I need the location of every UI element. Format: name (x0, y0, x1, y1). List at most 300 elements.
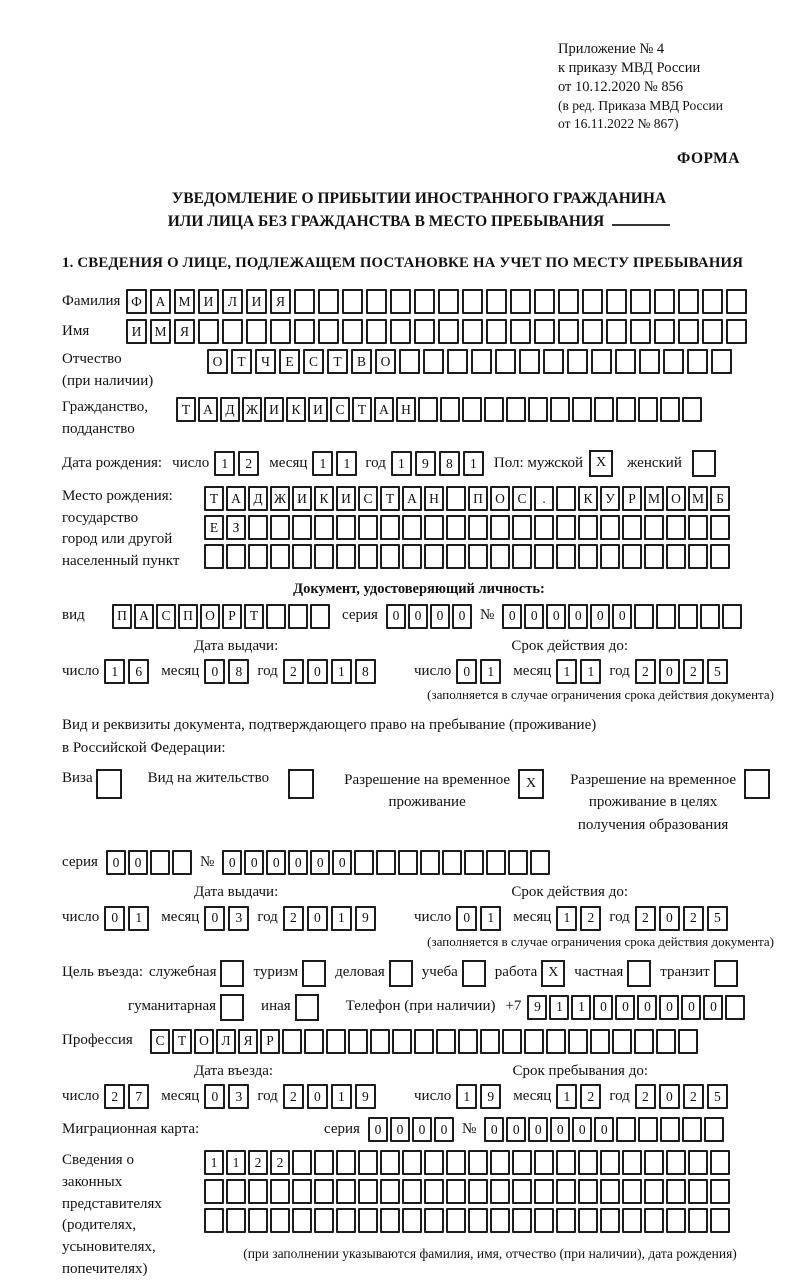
form-cell[interactable] (418, 397, 438, 422)
form-cell[interactable]: 0 (434, 1117, 454, 1142)
form-cell[interactable]: 3 (228, 1084, 249, 1109)
form-cell[interactable] (638, 1117, 658, 1142)
form-cell[interactable] (414, 319, 435, 344)
form-cell[interactable]: Т (327, 349, 348, 374)
form-cell[interactable] (462, 289, 483, 314)
form-cell[interactable]: 3 (228, 906, 249, 931)
form-cell[interactable]: 0 (594, 1117, 614, 1142)
form-cell[interactable] (512, 515, 532, 540)
form-cell[interactable] (348, 1029, 368, 1054)
form-cell[interactable] (534, 1179, 554, 1204)
form-cell[interactable] (446, 486, 466, 511)
form-cell[interactable]: 0 (456, 906, 477, 931)
form-cell[interactable] (600, 515, 620, 540)
form-cell[interactable] (424, 515, 444, 540)
form-cell[interactable] (402, 515, 422, 540)
form-cell[interactable] (688, 544, 708, 569)
sex-female-checkbox[interactable] (692, 450, 716, 477)
form-cell[interactable] (666, 1208, 686, 1233)
form-cell[interactable]: 0 (368, 1117, 388, 1142)
form-cell[interactable] (370, 1029, 390, 1054)
form-cell[interactable] (336, 515, 356, 540)
form-cell[interactable]: 2 (238, 451, 259, 476)
form-cell[interactable]: 0 (546, 604, 566, 629)
form-cell[interactable]: 1 (456, 1084, 477, 1109)
form-cell[interactable]: С (512, 486, 532, 511)
form-cell[interactable] (402, 1208, 422, 1233)
form-cell[interactable] (508, 850, 528, 875)
form-cell[interactable] (726, 319, 747, 344)
purpose-private-checkbox[interactable] (627, 960, 651, 987)
form-cell[interactable] (288, 604, 308, 629)
form-cell[interactable] (424, 1150, 444, 1175)
form-cell[interactable]: Ж (270, 486, 290, 511)
form-cell[interactable]: 1 (580, 659, 601, 684)
temp-residence-edu-checkbox[interactable] (744, 769, 770, 799)
form-cell[interactable] (314, 544, 334, 569)
form-cell[interactable]: 0 (659, 659, 680, 684)
form-cell[interactable]: Е (204, 515, 224, 540)
form-cell[interactable] (512, 1208, 532, 1233)
form-cell[interactable]: 0 (204, 906, 225, 931)
form-cell[interactable] (512, 1179, 532, 1204)
form-cell[interactable] (392, 1029, 412, 1054)
form-cell[interactable]: 8 (439, 451, 460, 476)
form-cell[interactable] (270, 515, 290, 540)
purpose-tourism-checkbox[interactable] (302, 960, 326, 987)
form-cell[interactable] (423, 349, 444, 374)
form-cell[interactable] (534, 319, 555, 344)
form-cell[interactable]: О (666, 486, 686, 511)
form-cell[interactable] (582, 319, 603, 344)
form-cell[interactable] (556, 1208, 576, 1233)
form-cell[interactable]: М (644, 486, 664, 511)
form-cell[interactable] (438, 319, 459, 344)
form-cell[interactable] (399, 349, 420, 374)
form-cell[interactable] (380, 1150, 400, 1175)
form-cell[interactable] (606, 319, 627, 344)
form-cell[interactable] (172, 850, 192, 875)
form-cell[interactable] (550, 397, 570, 422)
form-cell[interactable]: Р (260, 1029, 280, 1054)
form-cell[interactable]: 9 (480, 1084, 501, 1109)
form-cell[interactable]: 1 (556, 906, 577, 931)
form-cell[interactable] (616, 1117, 636, 1142)
form-cell[interactable] (591, 349, 612, 374)
form-cell[interactable] (572, 397, 592, 422)
form-cell[interactable]: 0 (637, 995, 657, 1020)
form-cell[interactable] (556, 1179, 576, 1204)
form-cell[interactable]: 0 (332, 850, 352, 875)
form-cell[interactable]: 9 (355, 1084, 376, 1109)
form-cell[interactable] (380, 515, 400, 540)
form-cell[interactable] (424, 544, 444, 569)
form-cell[interactable]: Т (244, 604, 264, 629)
form-cell[interactable] (710, 1150, 730, 1175)
form-cell[interactable] (150, 850, 170, 875)
form-cell[interactable]: 0 (506, 1117, 526, 1142)
form-cell[interactable]: Т (380, 486, 400, 511)
form-cell[interactable]: 0 (390, 1117, 410, 1142)
form-cell[interactable]: П (112, 604, 132, 629)
form-cell[interactable]: Ч (255, 349, 276, 374)
form-cell[interactable] (402, 1179, 422, 1204)
form-cell[interactable]: 1 (226, 1150, 246, 1175)
purpose-work-checkbox[interactable]: X (541, 960, 565, 987)
form-cell[interactable]: 2 (270, 1150, 290, 1175)
form-cell[interactable] (486, 850, 506, 875)
form-cell[interactable] (534, 515, 554, 540)
visa-checkbox[interactable] (96, 769, 122, 799)
form-cell[interactable] (524, 1029, 544, 1054)
form-cell[interactable]: П (178, 604, 198, 629)
form-cell[interactable] (446, 1208, 466, 1233)
form-cell[interactable]: М (150, 319, 171, 344)
form-cell[interactable] (292, 1179, 312, 1204)
form-cell[interactable]: 2 (635, 906, 656, 931)
form-cell[interactable] (204, 544, 224, 569)
form-cell[interactable] (458, 1029, 478, 1054)
form-cell[interactable]: К (286, 397, 306, 422)
form-cell[interactable]: 0 (307, 906, 328, 931)
form-cell[interactable]: 0 (550, 1117, 570, 1142)
sex-male-checkbox[interactable]: X (589, 450, 613, 477)
form-cell[interactable] (326, 1029, 346, 1054)
form-cell[interactable] (490, 1208, 510, 1233)
form-cell[interactable]: 1 (556, 1084, 577, 1109)
form-cell[interactable]: С (156, 604, 176, 629)
form-cell[interactable] (606, 289, 627, 314)
form-cell[interactable]: 9 (415, 451, 436, 476)
form-cell[interactable] (464, 850, 484, 875)
form-cell[interactable]: 8 (355, 659, 376, 684)
form-cell[interactable]: 0 (593, 995, 613, 1020)
form-cell[interactable] (380, 544, 400, 569)
form-cell[interactable] (246, 319, 267, 344)
form-cell[interactable] (414, 1029, 434, 1054)
form-cell[interactable]: О (200, 604, 220, 629)
form-cell[interactable]: 1 (104, 659, 125, 684)
form-cell[interactable] (226, 1208, 246, 1233)
purpose-study-checkbox[interactable] (462, 960, 486, 987)
form-cell[interactable]: И (264, 397, 284, 422)
form-cell[interactable] (582, 289, 603, 314)
form-cell[interactable]: Я (174, 319, 195, 344)
form-cell[interactable] (600, 1179, 620, 1204)
form-cell[interactable] (366, 289, 387, 314)
form-cell[interactable] (480, 1029, 500, 1054)
form-cell[interactable] (440, 397, 460, 422)
form-cell[interactable]: 0 (288, 850, 308, 875)
form-cell[interactable]: В (351, 349, 372, 374)
form-cell[interactable] (710, 1208, 730, 1233)
form-cell[interactable] (622, 515, 642, 540)
purpose-transit-checkbox[interactable] (714, 960, 738, 987)
form-cell[interactable] (704, 1117, 724, 1142)
form-cell[interactable] (710, 515, 730, 540)
form-cell[interactable] (402, 544, 422, 569)
form-cell[interactable] (678, 289, 699, 314)
form-cell[interactable]: 2 (683, 1084, 704, 1109)
form-cell[interactable] (644, 1179, 664, 1204)
form-cell[interactable]: 1 (480, 659, 501, 684)
form-cell[interactable] (663, 349, 684, 374)
form-cell[interactable] (710, 1179, 730, 1204)
form-cell[interactable] (656, 604, 676, 629)
form-cell[interactable] (556, 544, 576, 569)
form-cell[interactable] (270, 1179, 290, 1204)
temp-residence-checkbox[interactable]: X (518, 769, 544, 799)
form-cell[interactable]: 0 (386, 604, 406, 629)
form-cell[interactable]: 0 (612, 604, 632, 629)
form-cell[interactable]: 0 (307, 1084, 328, 1109)
form-cell[interactable]: А (198, 397, 218, 422)
form-cell[interactable]: 0 (681, 995, 701, 1020)
form-cell[interactable]: 2 (283, 1084, 304, 1109)
form-cell[interactable] (612, 1029, 632, 1054)
form-cell[interactable] (546, 1029, 566, 1054)
form-cell[interactable] (358, 1208, 378, 1233)
form-cell[interactable]: 0 (659, 995, 679, 1020)
form-cell[interactable] (622, 544, 642, 569)
form-cell[interactable] (336, 544, 356, 569)
form-cell[interactable]: А (374, 397, 394, 422)
form-cell[interactable]: . (534, 486, 554, 511)
form-cell[interactable]: 1 (312, 451, 333, 476)
form-cell[interactable] (424, 1179, 444, 1204)
form-cell[interactable]: З (226, 515, 246, 540)
form-cell[interactable]: 0 (430, 604, 450, 629)
form-cell[interactable]: 2 (635, 659, 656, 684)
form-cell[interactable] (534, 1150, 554, 1175)
form-cell[interactable]: О (490, 486, 510, 511)
form-cell[interactable] (688, 1150, 708, 1175)
form-cell[interactable] (578, 1150, 598, 1175)
form-cell[interactable] (644, 1208, 664, 1233)
form-cell[interactable]: М (688, 486, 708, 511)
form-cell[interactable] (248, 1179, 268, 1204)
form-cell[interactable] (578, 544, 598, 569)
form-cell[interactable] (502, 1029, 522, 1054)
form-cell[interactable] (622, 1208, 642, 1233)
form-cell[interactable] (616, 397, 636, 422)
form-cell[interactable] (447, 349, 468, 374)
form-cell[interactable]: 9 (527, 995, 547, 1020)
form-cell[interactable]: 2 (580, 1084, 601, 1109)
form-cell[interactable] (354, 850, 374, 875)
form-cell[interactable] (578, 1208, 598, 1233)
form-cell[interactable] (270, 1208, 290, 1233)
form-cell[interactable] (644, 544, 664, 569)
form-cell[interactable] (248, 1208, 268, 1233)
form-cell[interactable]: А (402, 486, 422, 511)
form-cell[interactable]: 1 (331, 906, 352, 931)
form-cell[interactable]: 2 (635, 1084, 656, 1109)
form-cell[interactable] (310, 604, 330, 629)
form-cell[interactable] (644, 515, 664, 540)
form-cell[interactable] (376, 850, 396, 875)
form-cell[interactable]: 1 (331, 1084, 352, 1109)
form-cell[interactable] (722, 604, 742, 629)
form-cell[interactable] (294, 319, 315, 344)
form-cell[interactable]: 0 (659, 906, 680, 931)
form-cell[interactable]: Р (622, 486, 642, 511)
form-cell[interactable]: 0 (528, 1117, 548, 1142)
form-cell[interactable] (682, 1117, 702, 1142)
form-cell[interactable] (615, 349, 636, 374)
form-cell[interactable] (486, 319, 507, 344)
form-cell[interactable]: Я (270, 289, 291, 314)
purpose-other-checkbox[interactable] (295, 994, 319, 1021)
form-cell[interactable]: К (578, 486, 598, 511)
form-cell[interactable] (600, 1150, 620, 1175)
form-cell[interactable] (666, 1179, 686, 1204)
form-cell[interactable]: Б (710, 486, 730, 511)
form-cell[interactable] (314, 1208, 334, 1233)
form-cell[interactable]: 0 (412, 1117, 432, 1142)
form-cell[interactable]: Ж (242, 397, 262, 422)
form-cell[interactable]: 1 (571, 995, 591, 1020)
form-cell[interactable] (248, 515, 268, 540)
form-cell[interactable] (590, 1029, 610, 1054)
form-cell[interactable] (226, 544, 246, 569)
form-cell[interactable]: Т (231, 349, 252, 374)
form-cell[interactable]: 6 (128, 659, 149, 684)
form-cell[interactable] (622, 1179, 642, 1204)
form-cell[interactable] (688, 1208, 708, 1233)
form-cell[interactable]: 1 (336, 451, 357, 476)
form-cell[interactable]: 0 (310, 850, 330, 875)
form-cell[interactable] (556, 515, 576, 540)
form-cell[interactable]: Л (222, 289, 243, 314)
form-cell[interactable] (543, 349, 564, 374)
form-cell[interactable] (644, 1150, 664, 1175)
form-cell[interactable] (486, 289, 507, 314)
form-cell[interactable] (446, 544, 466, 569)
form-cell[interactable] (688, 1179, 708, 1204)
form-cell[interactable]: И (198, 289, 219, 314)
form-cell[interactable]: 0 (524, 604, 544, 629)
form-cell[interactable]: С (150, 1029, 170, 1054)
form-cell[interactable] (336, 1208, 356, 1233)
form-cell[interactable] (654, 319, 675, 344)
form-cell[interactable]: Я (238, 1029, 258, 1054)
form-cell[interactable]: 5 (707, 659, 728, 684)
form-cell[interactable]: Н (424, 486, 444, 511)
form-cell[interactable] (442, 850, 462, 875)
form-cell[interactable] (468, 544, 488, 569)
form-cell[interactable]: Р (222, 604, 242, 629)
form-cell[interactable] (390, 319, 411, 344)
form-cell[interactable]: О (194, 1029, 214, 1054)
form-cell[interactable] (490, 1179, 510, 1204)
form-cell[interactable] (638, 397, 658, 422)
form-cell[interactable]: К (314, 486, 334, 511)
form-cell[interactable]: 0 (703, 995, 723, 1020)
form-cell[interactable] (222, 319, 243, 344)
form-cell[interactable] (380, 1208, 400, 1233)
form-cell[interactable] (594, 397, 614, 422)
form-cell[interactable]: 2 (248, 1150, 268, 1175)
form-cell[interactable]: 2 (283, 659, 304, 684)
form-cell[interactable] (282, 1029, 302, 1054)
form-cell[interactable] (519, 349, 540, 374)
form-cell[interactable] (687, 349, 708, 374)
form-cell[interactable] (446, 515, 466, 540)
form-cell[interactable] (198, 319, 219, 344)
form-cell[interactable] (678, 604, 698, 629)
form-cell[interactable]: 2 (580, 906, 601, 931)
form-cell[interactable]: 5 (707, 906, 728, 931)
form-cell[interactable]: 5 (707, 1084, 728, 1109)
form-cell[interactable] (534, 289, 555, 314)
form-cell[interactable] (558, 289, 579, 314)
form-cell[interactable]: А (226, 486, 246, 511)
form-cell[interactable] (634, 1029, 654, 1054)
form-cell[interactable]: 0 (572, 1117, 592, 1142)
form-cell[interactable]: 0 (104, 906, 125, 931)
form-cell[interactable] (342, 319, 363, 344)
form-cell[interactable]: И (126, 319, 147, 344)
form-cell[interactable] (558, 319, 579, 344)
form-cell[interactable] (402, 1150, 422, 1175)
form-cell[interactable] (490, 1150, 510, 1175)
form-cell[interactable] (424, 1208, 444, 1233)
form-cell[interactable] (495, 349, 516, 374)
form-cell[interactable] (600, 1208, 620, 1233)
form-cell[interactable] (567, 349, 588, 374)
form-cell[interactable]: 0 (568, 604, 588, 629)
form-cell[interactable] (292, 1208, 312, 1233)
form-cell[interactable]: 0 (128, 850, 148, 875)
form-cell[interactable]: 1 (556, 659, 577, 684)
form-cell[interactable] (438, 289, 459, 314)
form-cell[interactable] (528, 397, 548, 422)
form-cell[interactable] (318, 289, 339, 314)
form-cell[interactable] (248, 544, 268, 569)
form-cell[interactable] (630, 289, 651, 314)
form-cell[interactable] (702, 319, 723, 344)
form-cell[interactable] (484, 397, 504, 422)
form-cell[interactable]: 1 (204, 1150, 224, 1175)
form-cell[interactable]: 8 (228, 659, 249, 684)
form-cell[interactable]: 0 (222, 850, 242, 875)
form-cell[interactable] (436, 1029, 456, 1054)
form-cell[interactable] (468, 1179, 488, 1204)
form-cell[interactable]: 0 (204, 1084, 225, 1109)
form-cell[interactable]: С (358, 486, 378, 511)
purpose-business-checkbox[interactable] (389, 960, 413, 987)
form-cell[interactable]: Т (172, 1029, 192, 1054)
form-cell[interactable] (204, 1208, 224, 1233)
form-cell[interactable]: 1 (391, 451, 412, 476)
form-cell[interactable]: П (468, 486, 488, 511)
form-cell[interactable] (336, 1179, 356, 1204)
form-cell[interactable] (578, 1179, 598, 1204)
form-cell[interactable]: У (600, 486, 620, 511)
form-cell[interactable] (468, 1208, 488, 1233)
form-cell[interactable]: И (246, 289, 267, 314)
form-cell[interactable]: 1 (214, 451, 235, 476)
form-cell[interactable]: 1 (549, 995, 569, 1020)
form-cell[interactable] (660, 397, 680, 422)
form-cell[interactable] (666, 544, 686, 569)
form-cell[interactable] (678, 1029, 698, 1054)
form-cell[interactable] (358, 1150, 378, 1175)
form-cell[interactable] (414, 289, 435, 314)
form-cell[interactable] (510, 289, 531, 314)
form-cell[interactable]: И (292, 486, 312, 511)
